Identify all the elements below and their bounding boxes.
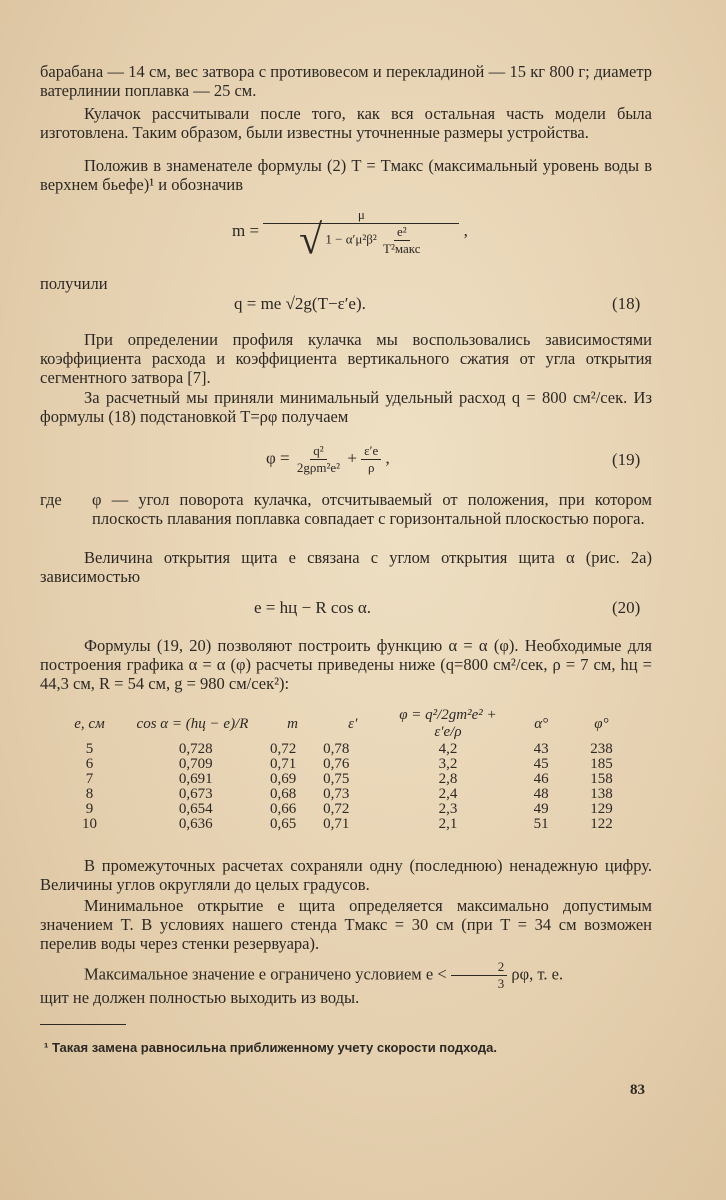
where-definition: φ — угол поворота кулачка, отсчитываемый от положения, при котором плоскость плавания поплавка совпадает с горизонтальной плоскостью порога. [92, 490, 652, 528]
table-cell: 48 [533, 786, 549, 802]
formula-phi-plus: + [347, 448, 357, 468]
table-cell: 0,709 [178, 756, 213, 772]
sqrt-icon: √ [299, 217, 323, 264]
equation-number-18: (18) [612, 294, 641, 313]
table-cell: 0,654 [178, 801, 213, 817]
table-cell: 2,1 [438, 816, 458, 832]
table-row [60, 772, 630, 787]
table-cell: 0,75 [323, 771, 350, 787]
formula-e: e = hц − R cos α. [254, 598, 371, 617]
table-cell: 2,8 [438, 771, 458, 787]
table-header: cos α = (hц − e)/R [136, 715, 249, 732]
paragraph-shield: щит не должен полностью выходить из воды. [40, 988, 360, 1007]
formula-phi [266, 444, 390, 475]
table-header: α° [534, 715, 549, 732]
max-value-text-a: Максимальное значение e ограничено условием e < [84, 964, 447, 984]
formula-phi-den2: ρ [367, 460, 375, 475]
table-header: m [287, 715, 298, 732]
paragraph-assume: Положив в знаменателе формулы (2) T = Tмакс (максимальный уровень воды в верхнем бьефе)¹ и обозначив [40, 156, 652, 194]
table-cell: 0,71 [323, 816, 350, 832]
table-cell: 0,76 [323, 756, 350, 772]
paragraph-formulas-allow: Формулы (19, 20) позволяют построить функцию α = α (φ). Необходимые для построения графика α = α (φ) расчеты приведены ниже (q=800 см²/сек, ρ = 7 см, hц = 44,3 см, R = 54 см, g = 980 см/сек²): [40, 636, 652, 693]
table-cell: 0,72 [270, 741, 297, 757]
formula-phi-num2: ε′e [361, 444, 381, 460]
table-header: e, см [74, 715, 105, 732]
table-cell: 46 [533, 771, 549, 787]
max-value-text-b: ρφ, т. е. [511, 964, 564, 984]
table-cell: 158 [590, 771, 613, 787]
paragraph-cam: Кулачок рассчитывали после того, как вся остальная часть модели была изготовлена. Таким образом, были известны уточненные размеры устройства. [40, 104, 652, 142]
table-cell: 0,73 [323, 786, 350, 802]
paragraph-max-value [40, 960, 652, 991]
table-cell: 3,2 [438, 756, 458, 772]
table-cell: 0,68 [270, 786, 297, 802]
table-cell: 0,71 [270, 756, 297, 772]
table-cell: 2,3 [438, 801, 458, 817]
table-cell: 0,728 [178, 741, 213, 757]
table-row [60, 757, 630, 772]
table-cell: 238 [590, 741, 613, 757]
table-cell: 5 [85, 741, 94, 757]
table-cell: 0,65 [270, 816, 297, 832]
table-cell: 45 [533, 756, 549, 772]
footnote-divider [40, 1024, 126, 1025]
table-header: φ = q²/2gm²e² + ε′e/ρ [399, 707, 497, 740]
formula-m [232, 207, 468, 264]
paragraph-gate-opening: Величина открытия щита e связана с углом открытия щита α (рис. 2а) зависимостью [40, 548, 652, 586]
table-cell: 9 [85, 801, 94, 817]
formula-m-tail: , [463, 220, 468, 240]
table-cell: 0,69 [270, 771, 297, 787]
table-cell: 2,4 [438, 786, 458, 802]
formula-m-numerator: μ [263, 208, 459, 224]
table-cell: 0,673 [178, 786, 213, 802]
table-cell: 6 [85, 756, 94, 772]
table-cell: 185 [590, 756, 613, 772]
formula-q: q = me √2g(T−ε′e). [234, 294, 366, 313]
table-cell: 138 [590, 786, 613, 802]
table-cell: 4,2 [438, 741, 458, 757]
equation-number-19: (19) [612, 450, 641, 469]
table-row [60, 817, 630, 832]
table-cell: 0,66 [270, 801, 297, 817]
formula-m-lhs: m = [232, 220, 260, 240]
table-cell: 129 [590, 801, 613, 817]
table-cell: 49 [533, 801, 549, 817]
equation-number-20: (20) [612, 598, 641, 617]
paragraph-profile: При определении профиля кулачка мы воспользовались зависимостями коэффициента расхода и коэффициента вертикального сжатия от угла открытия сегментного затвора [7]. [40, 330, 652, 387]
where-label: где [40, 490, 62, 509]
table-cell: 0,72 [323, 801, 350, 817]
table-header: φ° [594, 715, 609, 732]
footnote: ¹ Такая замена равносильна приближенному учету скорости подхода. [44, 1040, 497, 1055]
formula-phi-den: 2gρm²e² [296, 460, 341, 475]
table-cell: 0,78 [323, 741, 350, 757]
table-cell: 10 [81, 816, 97, 832]
fraction-two: 2 [451, 960, 508, 976]
formula-phi-num: q² [310, 444, 326, 460]
page-number: 83 [630, 1082, 645, 1098]
paragraph-min-opening: Минимальное открытие e щита определяется максимально допустимым значением T. В условиях нашего стенда Tмакс = 30 см (при T = 34 см возможен перелив воды через стенки резервуара). [40, 896, 652, 953]
table-cell: 0,636 [178, 816, 213, 832]
table-cell: 8 [85, 786, 94, 802]
formula-phi-lhs: φ = [266, 448, 290, 468]
label-obtained: получили [40, 274, 108, 293]
table-row [60, 742, 630, 757]
fraction-three: 3 [497, 976, 505, 991]
formula-m-inner-den: T²макс [383, 241, 421, 256]
formula-m-den-text: 1 − α′μ²β² [325, 231, 377, 247]
calc-table [60, 706, 660, 832]
table-header-row [60, 706, 630, 742]
paragraph-drum: барабана — 14 см, вес затвора с противовесом и перекладиной — 15 кг 800 г; диаметр ватерлинии поплавка — 25 см. [40, 62, 652, 100]
paragraph-intermediate: В промежуточных расчетах сохраняли одну (последнюю) ненадежную цифру. Величины углов округляли до целых градусов. [40, 856, 652, 894]
table-cell: 51 [533, 816, 549, 832]
table-cell: 7 [85, 771, 94, 787]
table-cell: 122 [590, 816, 613, 832]
table-header: ε′ [348, 715, 358, 732]
table-cell: 0,691 [178, 771, 213, 787]
table-row [60, 802, 630, 817]
table-row [60, 787, 630, 802]
formula-phi-tail: , [385, 448, 390, 468]
paragraph-design-flow: За расчетный мы приняли минимальный удельный расход q = 800 см²/сек. Из формулы (18) подстановкой T=ρφ получаем [40, 388, 652, 426]
formula-m-inner-num: e² [394, 225, 410, 241]
table-cell: 43 [533, 741, 549, 757]
